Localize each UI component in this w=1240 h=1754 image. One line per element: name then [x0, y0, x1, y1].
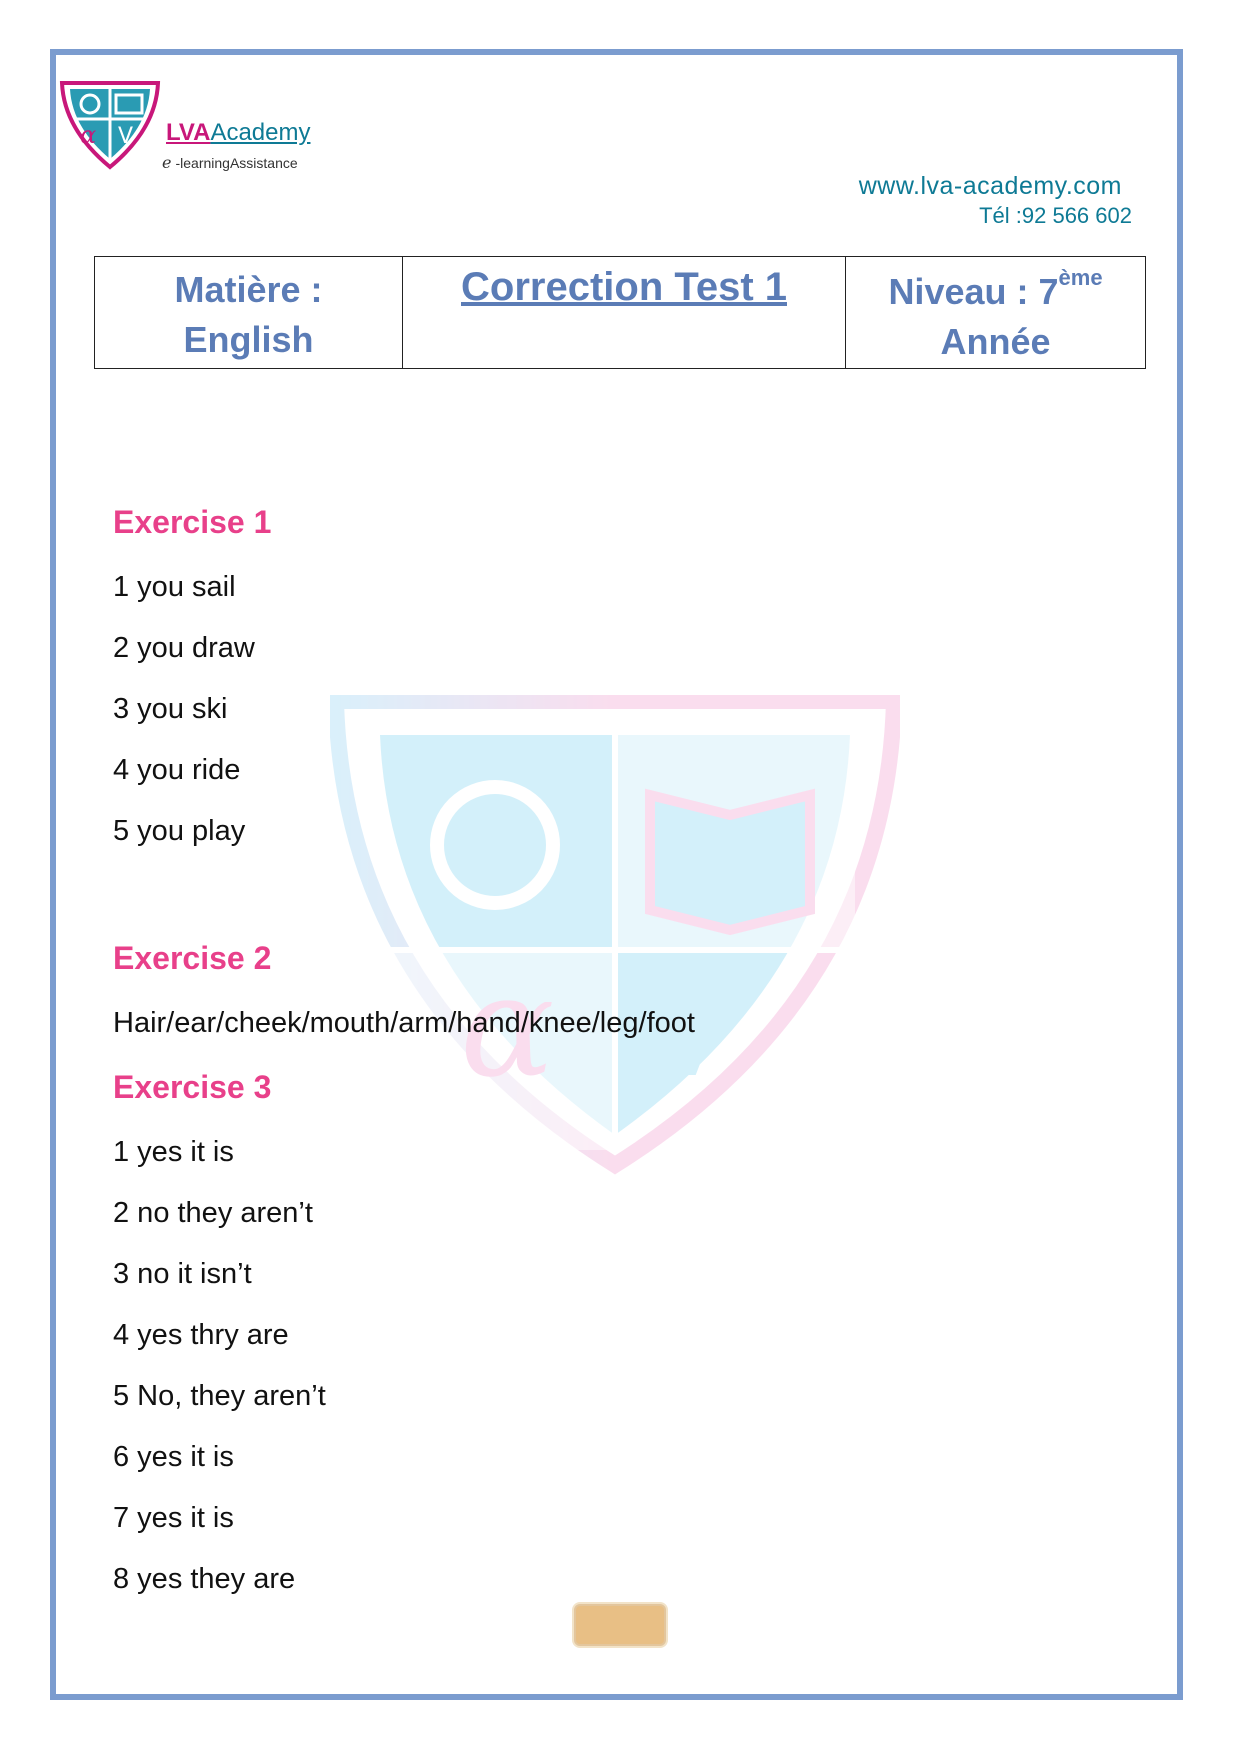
svg-text:α: α: [460, 946, 555, 1109]
exercise-3-heading: Exercise 3: [113, 1069, 272, 1105]
exercise-1-heading: Exercise 1: [113, 504, 272, 540]
brand-name-lva: LVA: [166, 119, 211, 146]
level-cell: [846, 257, 1146, 369]
title-cell: [403, 257, 846, 369]
exercise-2-line-1: Hair/ear/cheek/mouth/arm/hand/knee/leg/foot: [113, 1007, 695, 1039]
exercise-3-line-3: 3 no it isn’t: [113, 1258, 252, 1290]
tagline-text: -learningAssistance: [175, 155, 298, 171]
svg-text:V: V: [640, 946, 736, 1109]
brand-logo: [58, 79, 358, 179]
exercise-1-line-4: 4 you ride: [113, 754, 241, 786]
contact-block: [858, 172, 1132, 229]
website-link[interactable]: www.lva-academy.com: [858, 172, 1122, 200]
page-number-tab: [574, 1604, 666, 1646]
subject-label: Matière :: [174, 269, 323, 310]
exercise-3-line-4: 4 yes thry are: [113, 1319, 289, 1351]
subject-cell: [95, 257, 403, 369]
exercise-2-heading: Exercise 2: [113, 940, 272, 976]
svg-text:V: V: [118, 124, 134, 149]
level-label: Niveau : 7: [888, 271, 1059, 312]
brand-name: [166, 119, 310, 147]
watermark-book-icon: [650, 795, 810, 930]
exercise-1-line-2: 2 you draw: [113, 632, 255, 664]
exercise-3-line-2: 2 no they aren’t: [113, 1197, 313, 1229]
exercise-3-line-6: 6 yes it is: [113, 1441, 234, 1473]
watermark-shield-icon: [330, 695, 900, 1175]
brand-tagline: [162, 153, 298, 172]
svg-text:α: α: [80, 121, 97, 149]
exercise-1-line-1: 1 you sail: [113, 571, 236, 603]
exercise-3-line-1: 1 yes it is: [113, 1136, 234, 1168]
header-table: [94, 256, 1146, 369]
brand-name-academy: Academy: [210, 119, 311, 146]
exercise-3-line-7: 7 yes it is: [113, 1502, 234, 1534]
subject-value: English: [183, 319, 314, 360]
shield-logo-icon: [58, 79, 162, 171]
phone-number: Tél :92 566 602: [979, 203, 1132, 228]
exercise-3-line-5: 5 No, they aren’t: [113, 1380, 326, 1412]
level-superscript: ème: [1058, 265, 1103, 290]
level-value: Année: [940, 321, 1051, 362]
tagline-e: e: [162, 153, 172, 172]
exercise-1-line-3: 3 you ski: [113, 693, 228, 725]
exercise-3-line-8: 8 yes they are: [113, 1563, 296, 1595]
page-title: Correction Test 1: [461, 265, 787, 309]
exercise-1-line-5: 5 you play: [113, 815, 246, 847]
